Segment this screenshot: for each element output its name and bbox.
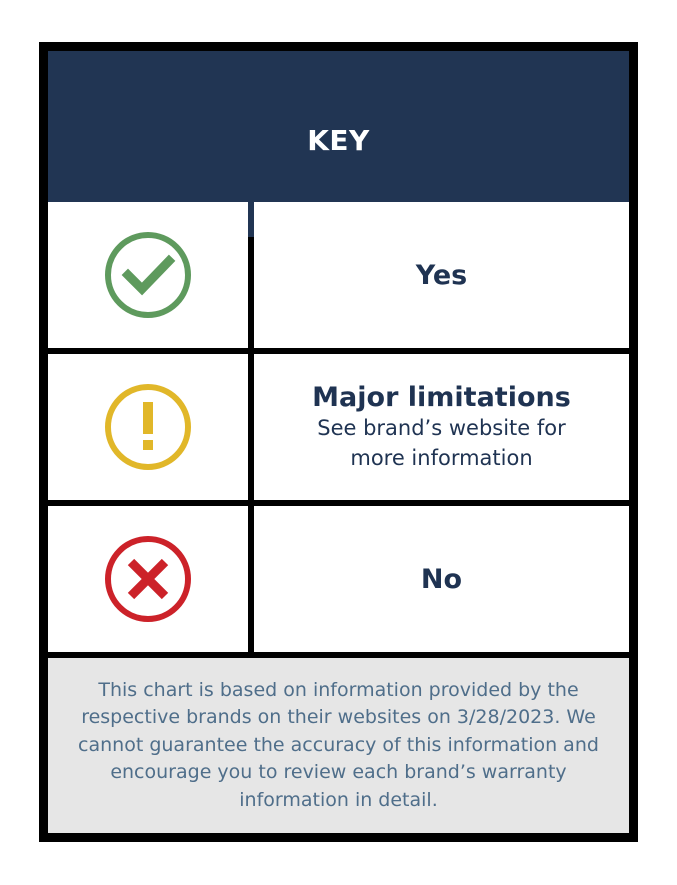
row-limitations-icon-cell	[48, 354, 248, 500]
disclaimer-footer	[48, 658, 629, 833]
exclamation-circle-icon	[103, 382, 193, 472]
row-no-label-cell	[254, 506, 629, 652]
check-circle-icon	[103, 230, 193, 320]
row-no-icon-cell	[48, 506, 248, 652]
row-limitations-sublabel: See brand’s website for more information	[317, 415, 566, 470]
key-title: KEY	[307, 123, 370, 157]
row-limitations-label-cell	[254, 354, 629, 500]
disclaimer-text: This chart is based on information provided by the respective brands on their websites on 3/28/2023. We cannot guarantee the accuracy of this information and encourage you to review each brand’s warranty information in detail.	[78, 678, 599, 811]
x-circle-icon	[103, 534, 193, 624]
key-table	[39, 42, 638, 842]
row-yes-label-cell	[254, 202, 629, 348]
row-limitations-label: Major limitations	[312, 381, 571, 413]
row-yes-label: Yes	[415, 259, 468, 291]
row-no-label: No	[420, 563, 463, 595]
row-yes-icon-cell	[48, 202, 248, 348]
